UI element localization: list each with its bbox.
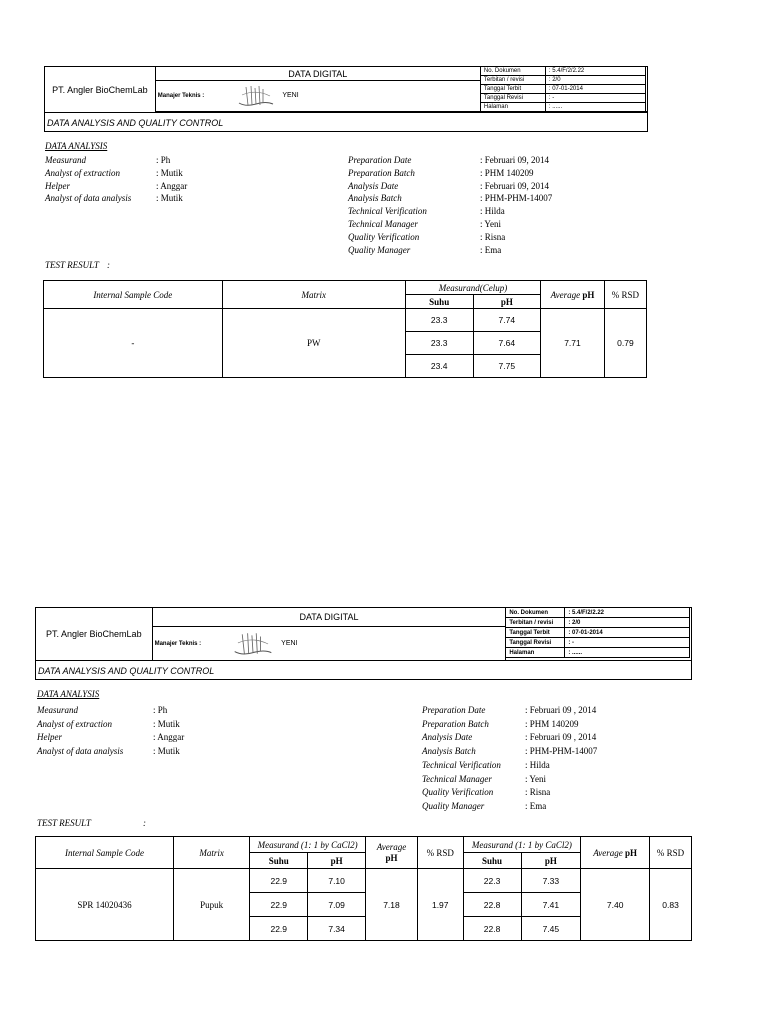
header-measurand: Measurand (1: 1 by CaCl2): [250, 837, 366, 853]
meta-row: Halaman : ......: [480, 103, 645, 112]
right-info: [422, 704, 597, 814]
table-row: 23.4 7.75: [44, 355, 647, 378]
info-row: Analysis Date : Februari 09, 2014: [348, 180, 549, 191]
header-code: Internal Sample Code: [36, 837, 174, 869]
meta-table: [505, 607, 690, 658]
average-value: 7.18: [366, 869, 418, 941]
info-row: Analyst of data analysis : Mutik: [45, 193, 183, 204]
header-suhu: Suhu: [250, 853, 308, 869]
info-row: Helper : Anggar: [37, 732, 185, 742]
signature-image: [231, 630, 275, 658]
info-row: Technical Verification : Hilda: [422, 759, 550, 770]
info-row: Technical Manager : Yeni: [348, 218, 502, 229]
info-row: Quality Manager : Ema: [422, 800, 547, 811]
info-row: Analysis Batch : PHM-PHM-14007: [422, 746, 598, 757]
info-row: Helper : Anggar: [45, 180, 188, 191]
table-row: SPR 14020436 Pupuk 22.9 7.10 7.18 1.97 22.3 7.33 7.40 0.83: [36, 869, 692, 893]
info-row: Preparation Date : Februari 09, 2014: [348, 155, 549, 165]
info-row: Technical Manager : Yeni: [422, 773, 547, 784]
rsd-value: 1.97: [417, 869, 463, 941]
info-row: Measurand : Ph: [45, 155, 171, 165]
info-row: Analysis Date : Februari 09 , 2014: [422, 732, 597, 743]
average-value: 7.71: [541, 309, 605, 378]
meta-row: Tanggal Revisi : -: [506, 638, 690, 648]
table-row: 22.9 7.34 22.8 7.45: [36, 917, 692, 941]
header-rsd: % RSD: [604, 281, 646, 309]
sample-matrix: Pupuk: [174, 869, 250, 941]
header-ph: pH: [308, 853, 366, 869]
header-rsd: % RSD: [417, 837, 463, 869]
header-rsd: % RSD: [650, 837, 692, 869]
subtitle: DATA ANALYSIS AND QUALITY CONTROL: [47, 118, 224, 128]
header-suhu: Suhu: [463, 853, 521, 869]
test-result-title: TEST RESULT :: [37, 818, 147, 828]
info-row: Quality Verification : Risna: [422, 787, 551, 798]
manager-label: Manajer Teknis :: [157, 92, 205, 99]
header-ph: pH: [473, 295, 541, 309]
subtitle: DATA ANALYSIS AND QUALITY CONTROL: [38, 666, 215, 676]
info-row: Preparation Date : Februari 09 , 2014: [422, 705, 597, 715]
manager-name: YENI: [281, 640, 298, 647]
header-suhu: Suhu: [405, 295, 473, 309]
sample-code: SPR 14020436: [36, 869, 174, 941]
info-row: Quality Verification : Risna: [348, 231, 506, 242]
average-value: 7.40: [581, 869, 650, 941]
header-code: Internal Sample Code: [44, 281, 223, 309]
info-row: Measurand : Ph: [37, 705, 168, 715]
table-row: 23.3 7.64: [44, 332, 647, 355]
meta-row: Terbitan / revisi : 2/0: [506, 618, 690, 628]
meta-row: Tanggal Terbit : 07-01-2014: [506, 628, 690, 638]
info-row: Quality Manager : Ema: [348, 244, 502, 255]
info-row: Analyst of data analysis : Mutik: [37, 745, 180, 756]
company-name: PT. Angler BioChemLab: [52, 84, 148, 95]
info-row: Analyst of extraction : Mutik: [37, 718, 180, 729]
company-name: PT. Angler BioChemLab: [46, 629, 142, 639]
manager-name: YENI: [282, 92, 299, 99]
table-row: - PW 23.3 7.74 7.71 0.79: [44, 309, 647, 332]
table-row: 22.9 7.09 22.8 7.41: [36, 893, 692, 917]
rsd-value: 0.83: [650, 869, 692, 941]
meta-row: No. Dokumen : 5.4/F/2/2.22: [480, 67, 645, 76]
left-info: [37, 704, 184, 758]
manager-label: Manajer Teknis :: [154, 640, 202, 647]
info-row: Preparation Batch : PHM 140209: [422, 718, 579, 729]
rsd-value: 0.79: [604, 309, 646, 378]
doc-title: DATA DIGITAL: [153, 608, 506, 627]
meta-row: Halaman : ......: [506, 648, 690, 658]
header-ph: pH: [521, 853, 581, 869]
doc-title: DATA DIGITAL: [156, 68, 480, 81]
sample-code: -: [44, 309, 223, 378]
meta-row: Tanggal Revisi : -: [480, 94, 645, 103]
header-table: [35, 607, 692, 680]
info-row: Technical Verification : Hilda: [348, 206, 505, 217]
header-average: Average pH: [366, 837, 418, 869]
header-average: Average pH: [541, 281, 605, 309]
info-row: Analysis Batch : PHM-PHM-14007: [348, 193, 553, 204]
header-matrix: Matrix: [222, 281, 405, 309]
header-average: Average pH: [581, 837, 650, 869]
header-matrix: Matrix: [174, 837, 250, 869]
info-row: Preparation Batch : PHM 140209: [348, 167, 534, 178]
result-table-2: [35, 836, 692, 941]
test-result-title: TEST RESULT :: [45, 260, 111, 270]
section-title: DATA ANALYSIS: [45, 141, 108, 151]
meta-row: Terbitan / revisi : 2/0: [480, 76, 645, 85]
sample-matrix: PW: [222, 309, 405, 378]
meta-row: No. Dokumen : 5.4/F/2/2.22: [506, 608, 690, 618]
header-measurand: Measurand (1: 1 by CaCl2): [463, 837, 581, 853]
meta-row: Tanggal Terbit : 07-01-2014: [480, 85, 645, 94]
info-row: Analyst of extraction : Mutik: [45, 167, 183, 178]
section-title: DATA ANALYSIS: [37, 689, 100, 699]
header-measurand: Measurand(Celup): [405, 281, 540, 295]
